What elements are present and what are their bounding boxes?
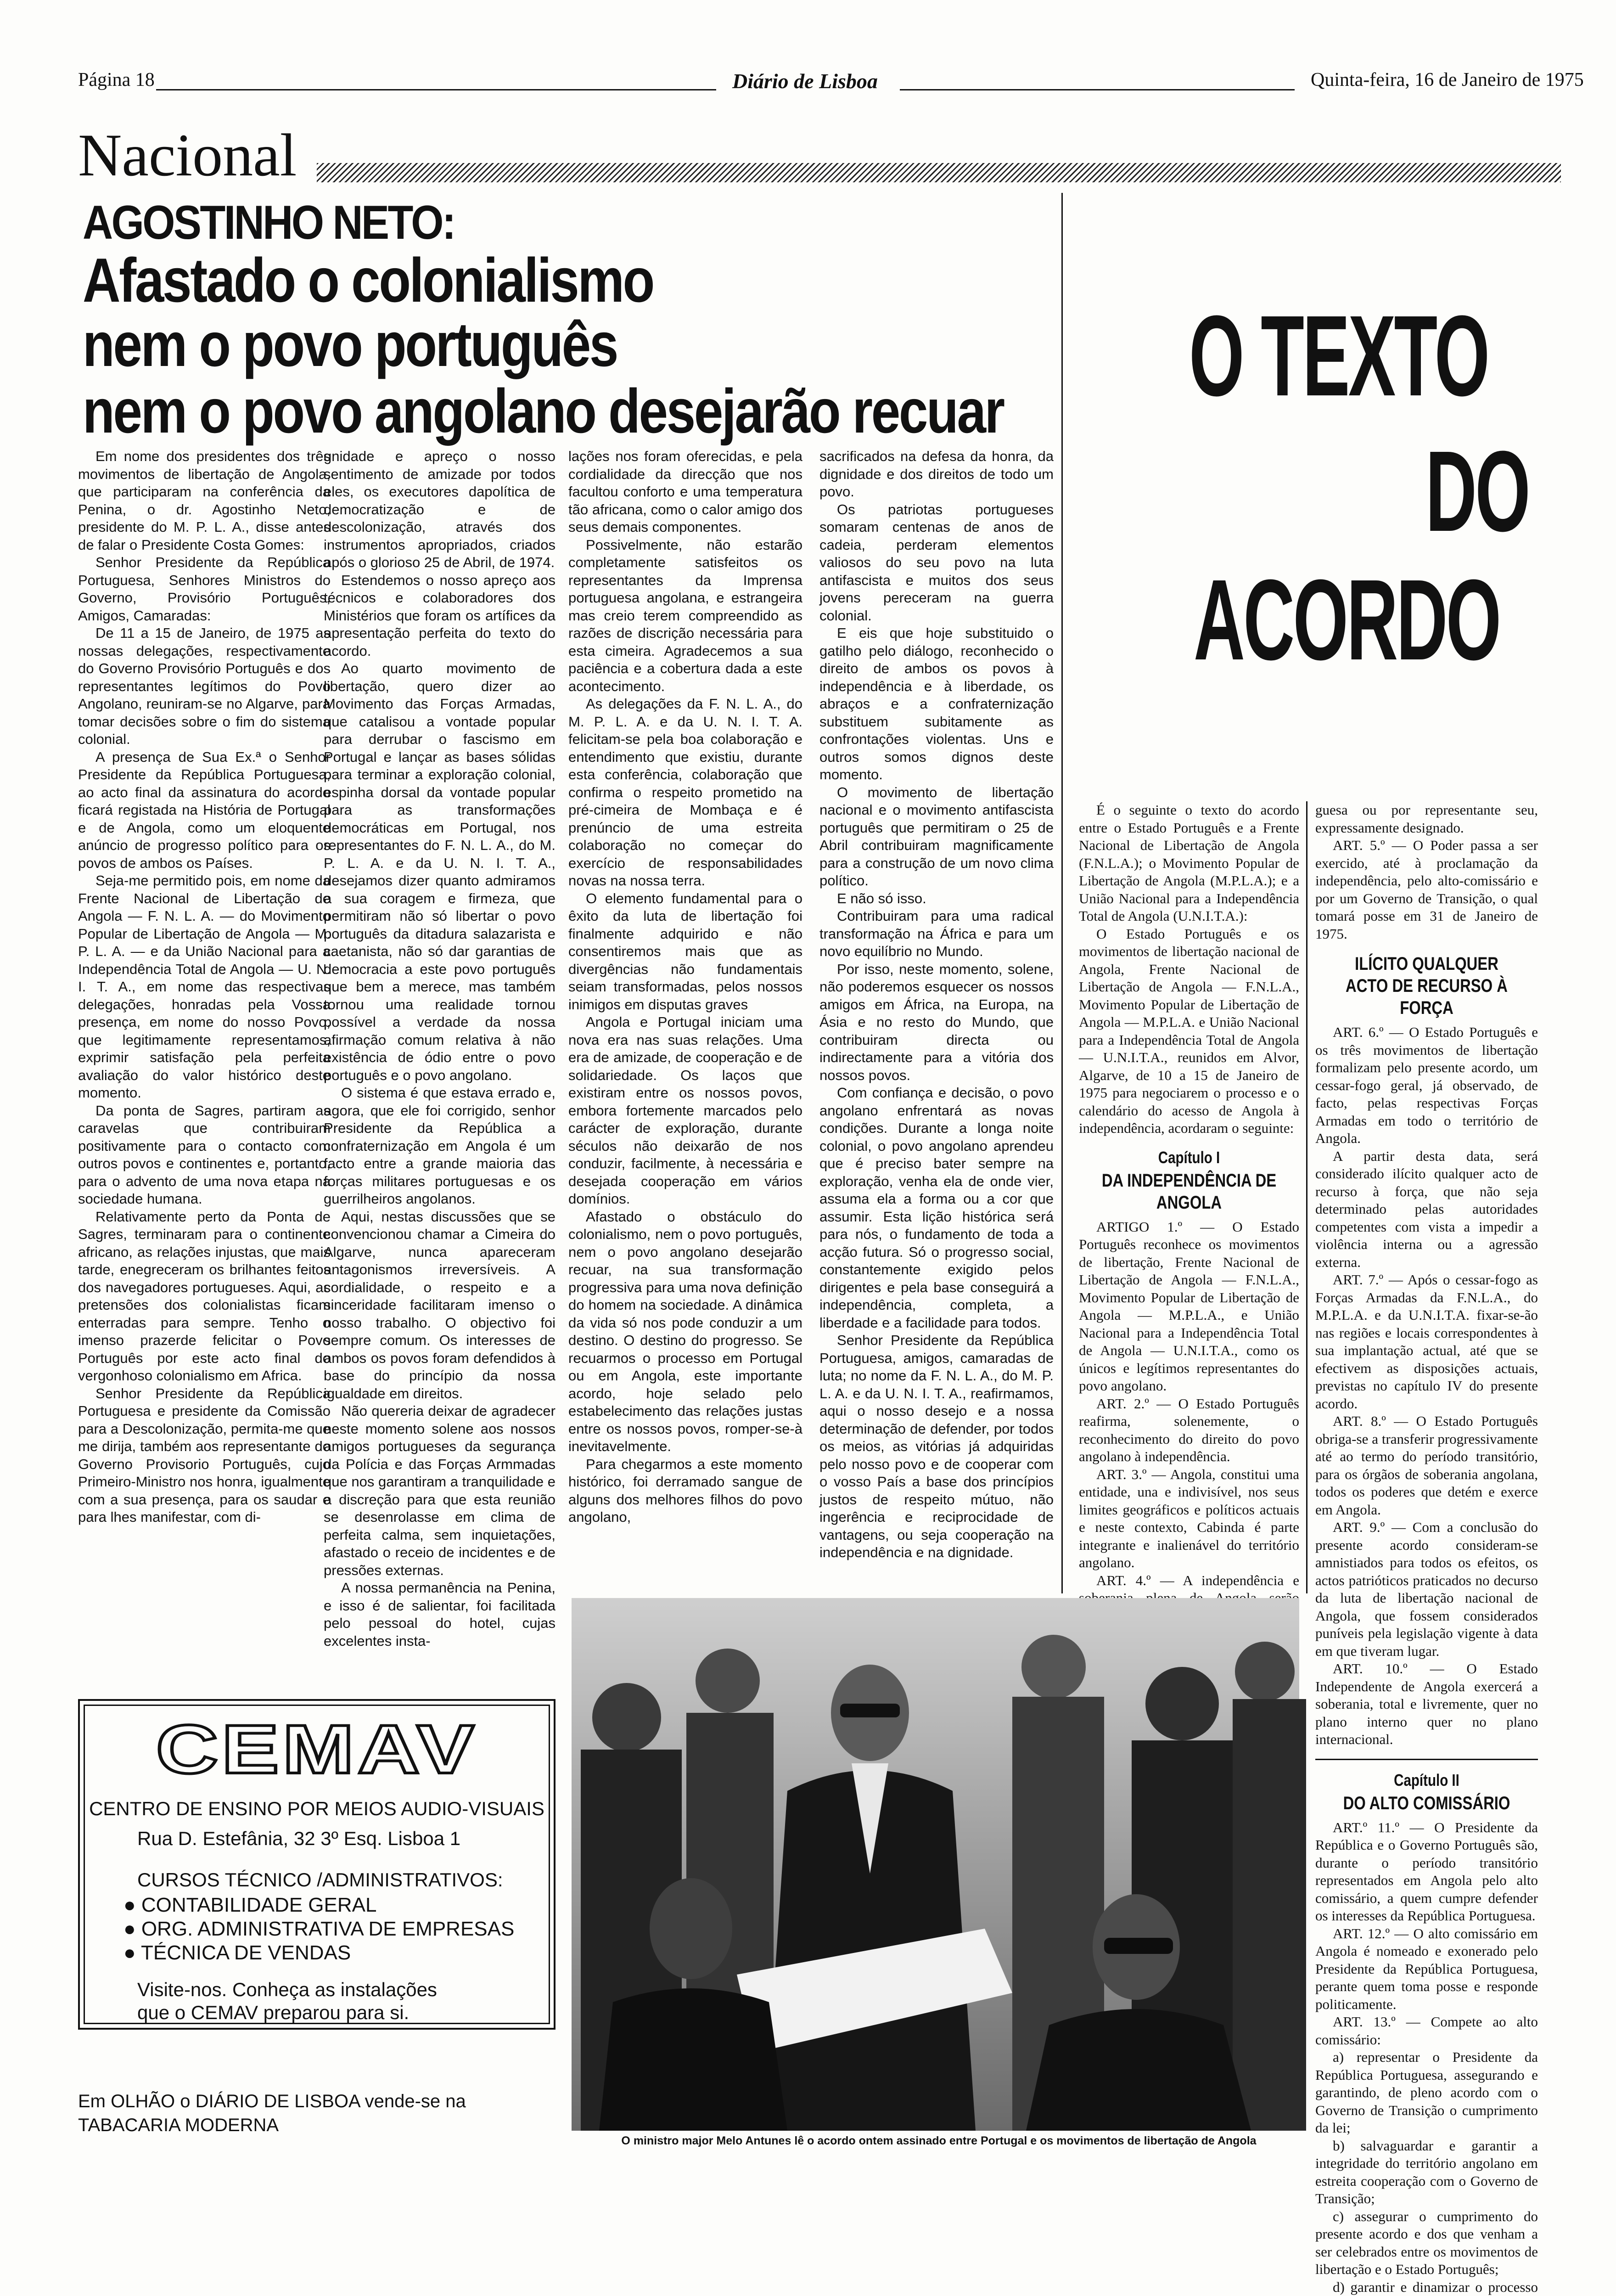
headline-line-2: nem o povo português <box>83 312 617 377</box>
paragraph: Da ponta de Sagres, partiram as caravelas que contribuiram positivamente para o contacto com outros povos e continentes e, portanto, para o advento de uma nova etapa na sociedade humana. <box>78 1102 331 1208</box>
article-column-3 <box>568 448 802 1591</box>
paragraph: Por isso, neste momento, solene, não poderemos esquecer os nossos amigos em África, na Europa, na Ásia e no resto do Mundo, que contribuiram directa ou indirectamente para a vitória dos nossos povos. <box>819 961 1054 1085</box>
article-paragraph: ART. 10.º — O Estado Independente de Angola exercerá a soberania, total e livremente, quer no plano interno quer no plano internacional. <box>1315 1660 1538 1749</box>
photo-caption: O ministro major Melo Antunes lê o acordo ontem assinado entre Portugal e os movimentos de libertação de Angola <box>572 2134 1306 2147</box>
cemav-course-label: ORG. ADMINISTRATIVA DE EMPRESAS <box>141 1918 515 1940</box>
paragraph: Angola e Portugal iniciam uma nova era nas suas relações. Uma era de amizade, de cooperação e de solidariedade. Os laços que existiram entre os nossos povos, embora fortemente marcados pelo carácter de exploração, durante séculos não deixarão de nos conduzir, facilmente, à necessária e desejada cooperação em vários domínios. <box>568 1013 802 1208</box>
article-paragraph: ART. 9.º — Com a conclusão do presente acordo consideram-se amnistiados para todos os efeitos, os actos patrióticos praticados no decurso da luta de libertação nacional de Angola, que fossem considerados puníveis pela legislação vigente à data em que tiveram lugar. <box>1315 1519 1538 1660</box>
article-paragraph: c) assegurar o cumprimento do presente acordo e dos que venham a ser celebrados entre os movimentos de libertação e o Estado Português; <box>1315 2208 1538 2279</box>
paragraph: Os patriotas portugueses somaram centenas de anos de cadeia, perderam elementos valiosos do seu povo na luta antifascista e muitos dos seus jovens pereceram na guerra colonial. <box>819 501 1054 625</box>
news-photograph <box>572 1598 1299 2131</box>
cemav-visit-line-1: Visite-nos. Conheça as instalações <box>137 1979 437 2001</box>
paragraph: gnidade e apreço o nosso sentimento de amizade por todos eles, os executores dapolítica de democratização e de descolonização, através dos instrumentos apropriados, criados após o glorioso 25 de Abril, de 1974. <box>324 448 556 572</box>
chapter-heading: Capítulo I <box>1099 1148 1279 1168</box>
paragraph: De 11 a 15 de Janeiro, de 1975 as nossas delegações, respectivamente do Governo Provisório Português e dos representantes legítimos do Povo Angolano, reuniram-se no Algarve, para tomar decisões sobre o fim do sistema colonial. <box>78 625 331 748</box>
paragraph: Senhor Presidente da República Portuguesa e presidente da Comissão para a Descolonização, permita-me que me dirija, também aos representante do Governo Provisorio Português, cujo Primeiro-Ministro nos honra, igualmente com a sua presença, para os saudar e para lhes manifestar, com di- <box>78 1385 331 1526</box>
paragraph: O sistema é que estava errado e, agora, que ele foi corrigido, senhor Presidente da República a confraternização em Angola é um facto entre a grande maioria das forças militares portuguesas e os guerrilheiros angolanos. <box>324 1084 556 1208</box>
header-rule-right <box>900 89 1295 90</box>
article-paragraph: ART.º 11.º — O Presidente da República e o Governo Português são, durante o período transitório representados em Angola pelo alto comissário, a quem cumpre defender os interesses da República Portuguesa. <box>1315 1819 1538 1925</box>
cemav-name: CENTRO DE ENSINO POR MEIOS AUDIO-VISUAIS <box>80 1797 554 1820</box>
section-label: Nacional <box>78 123 297 187</box>
paragraph: Não quereria deixar de agradecer neste momento solene aos nossos amigos portugueses da segurança da Polícia e das Forças Armmadas que nos garantiram a tranquilidade e a discreção para que esta reunião se desenrolasse em clima de perfeita calma, sem inquietações, afastado o receio de incidentes e de pressões externas. <box>324 1402 556 1579</box>
paragraph: Seja-me permitido pois, em nome da Frente Nacional de Libertação de Angola — F. N. L. A. — do Movimento Popular de Libertação de Angola — M. P. L. A. — e da União Nacional para a Independência Total de Angola — U. N. I. T. A., em nome das respectivas delegações, honradas pela Vossa presença, em nome do nosso Povo, que legitimamente representamos, exprimir satisfação pela perfeita avaliação do valor histórico deste momento. <box>78 872 331 1102</box>
cemav-course-item <box>123 1894 376 1917</box>
paragraph: Em nome dos presidentes dos três movimentos de libertação de Angola, que participaram na conferência da Penina, o dr. Agostinho Neto, presidente do M. P. L. A., disse antes de falar o Presidente Costa Gomes: <box>78 448 331 554</box>
bullet-icon: ● <box>123 1894 136 1916</box>
article-column-4 <box>819 448 1054 1591</box>
paragraph: Ao quarto movimento de libertação, quero dizer ao Movimento das Forças Armadas, que catalisou a vontade popular para derrubar o fascismo em Portugal e lançar as bases sólidas para terminar a exploração colonial, espinha dorsal da vontade popular para as transformações democráticas em Portugal, nos representantes do F. N. L. A., do M. P. L. A. e da U. N. I. T. A., desejamos dizer quanto admiramos a sua coragem e firmeza, que permitiram não só libertar o povo português da ditadura salazarista e caetanista, não só dar garantias de democracia a este povo português que bem a merece, mas também tornou uma realidade tornou possível a verdade da nossa afirmação comum relativa à não existência de ódio entre o povo português e o povo angolano. <box>324 660 556 1084</box>
article-paragraph: ART. 4.º — A independência e <box>1079 1572 1299 1660</box>
chapter-heading: Capítulo II <box>1335 1770 1518 1790</box>
acordo-column-a <box>1079 801 1299 1593</box>
bullet-icon: ● <box>123 1918 136 1940</box>
cemav-advertisement <box>78 1699 556 2030</box>
article-paragraph: A partir desta data, será considerado ilícito qualquer acto de recurso à força, que não seja determinado pelas autoridades competentes com vista a impedir a violência interna ou a agressão externa. <box>1315 1148 1538 1272</box>
article-paragraph: ART. 12.º — O alto comissário em Angola é nomeado e exonerado pelo Presidente da República Portuguesa, perante quem toma posse e responde politicamente. <box>1315 1925 1538 2014</box>
paragraph: Para chegarmos a este momento histórico, foi derramado sangue de alguns dos melhores filhos do povo angolano, <box>568 1456 802 1526</box>
page-number: Página 18 <box>78 69 155 91</box>
headline-line-3: nem o povo angolano desejarão recuar <box>83 379 1004 443</box>
bullet-icon: ● <box>123 1941 136 1964</box>
section-hatch-rule <box>317 163 1561 182</box>
article-paragraph: ART. 7.º — Após o cessar-fogo as Forças Armadas da F.N.L.A., do M.P.L.A. e da U.N.I.T.A. fixar-se-ão nas regiões e locais correspondentes à sua implantação actual, até que se efectivem as disposições actuais, previstas no capítulo IV do presente acordo. <box>1315 1271 1538 1412</box>
paragraph: Estendemos o nosso apreço aos técnicos e colaboradores dos Ministérios que foram os artífices da apresentação perfeita do texto do acordo. <box>324 572 556 660</box>
paragraph: Relativamente perto da Ponta de Sagres, terminaram para o continente africano, as relações injustas, que mais tarde, enegreceram os brilhantes feitos dos navegadores portugueses. Aqui, as pretensões dos colonialistas ficam enterradas para sempre. Tenho o imenso prazerde felicitar o Povo Português por este acto final do vergonhoso colonialismo em Africa. <box>78 1208 331 1385</box>
paragraph: A presença de Sua Ex.ª o Senhor Presidente da República Portuguesa, ao acto final da assinatura do acordo ficará registada na História de Portugal e de Angola, como um eloquente anúncio de progresso político para os povos de ambos os Países. <box>78 748 331 872</box>
paragraph: lações nos foram oferecidas, e pela cordialidade da direcção que nos facultou conforto e uma temperatura tão africana, como o calor amigo dos seus demais componentes. <box>568 448 802 536</box>
cemav-course-item <box>123 1918 514 1941</box>
cemav-courses-title: CURSOS TÉCNICO /ADMINISTRATIVOS: <box>137 1868 503 1891</box>
subheading: ILÍCITO QUALQUER ACTO DE RECURSO À FORÇA <box>1335 953 1518 1019</box>
cemav-visit-line-2: que o CEMAV preparou para si. <box>137 2002 409 2024</box>
paragraph: E não só isso. <box>819 890 1054 908</box>
paragraph: Senhor Presidente da República Portuguesa, amigos, camaradas de luta; no nome da F. N. L. A., do M. P. L. A. e da U. N. I. T. A., reafirmamos, aqui o nosso desejo e a nossa determinação de defender, por todos os meios, as vitórias já adquiridas pelo nosso povo e de cooperar com o vosso País a base dos princípios justos de respeito mútuo, não ingerência e reciprocidade de vantagens, ou seja cooperação na independência e na dignidade. <box>819 1332 1054 1562</box>
chapter-title: DA INDEPENDÊNCIA DE ANGOLA <box>1099 1170 1279 1214</box>
acordo-column-b <box>1315 801 1538 2161</box>
footer-note: Em OLHÃO o DIÁRIO DE LISBOA vende-se na TABACARIA MODERNA <box>78 2089 560 2137</box>
cemav-course-label: CONTABILIDADE GERAL <box>141 1894 377 1916</box>
cemav-logo: CEMAV <box>21 1715 613 1784</box>
photo-illustration <box>572 1598 1299 2131</box>
article-paragraph: b) salvaguardar e garantir a integridade do território angolano em estreita cooperação com o Governo de Transição; <box>1315 2137 1538 2208</box>
article-column-2 <box>324 448 556 1697</box>
paragraph: Senhor Presidente da República Portuguesa, Senhores Ministros do Governo, Provisório Português, Amigos, Camaradas: <box>78 554 331 625</box>
issue-date: Quinta-feira, 16 de Janeiro de 1975 <box>1311 69 1584 91</box>
article-paragraph: d) garantir e dinamizar o processo <box>1315 2279 1538 2296</box>
paragraph: Afastado o obstáculo do colonialismo, nem o povo português, nem o povo angolano desejarão recuar, na sua transformação progressiva para uma nova definição do homem na sociedade. A dinâmica da vida só nos pode conduzir a um destino. O destino do progresso. Se recuarmos o processo em Portugal ou em Angola, este importante acordo, hoje selado pelo estabelecimento das relações justas entre os nossos povos, romper-se-à inevitavelmente. <box>568 1208 802 1456</box>
chapter-title: DO ALTO COMISSÁRIO <box>1335 1792 1518 1814</box>
cemav-address: Rua D. Estefânia, 32 3º Esq. Lisboa 1 <box>137 1827 460 1850</box>
paragraph: E eis que hoje substituido o gatilho pelo diálogo, reconhecido o direito de ambos os povos à independência e à liberdade, os abraços e a confraternização substituem subitamente as confrontações violentas. Uns e outros somos dignos deste momento. <box>819 625 1054 784</box>
column-rule-acordo <box>1306 801 1307 1593</box>
acordo-title-line-1: O TEXTO <box>1189 298 1488 413</box>
article-paragraph: ART. 2.º — O Estado Português reafirma, solenemente, o reconhecimento do direito do povo angolano à independência. <box>1079 1395 1299 1466</box>
acordo-title-line-2: DO <box>1425 434 1529 549</box>
headline-line-1: Afastado o colonialismo <box>83 248 653 312</box>
article-paragraph: ART. 6.º — O Estado Português e os três movimentos de libertação formalizam pelo presente acordo, um cessar-fogo geral, já observado, de facto, pelas respectivas Forças Armadas em todo o território de Angola. <box>1315 1024 1538 1148</box>
article-paragraph: a) representar o Presidente da República Portuguesa, assegurando e garantindo, de pleno acordo com o Governo de Transição o cumprimento da lei; <box>1315 2048 1538 2137</box>
acordo-title-line-3: ACORDO <box>1194 563 1500 677</box>
article-column-1 <box>78 448 331 1678</box>
chapter-divider <box>1315 1759 1538 1760</box>
cemav-course-item <box>123 1941 351 1964</box>
article-paragraph: ART. 3.º — Angola, constitui uma entidade, una e indivisível, nos seus limites geográficos e políticos actuais e neste contexto, Cabinda é parte integrante e inalienável do território angolano. <box>1079 1466 1299 1572</box>
article-paragraph: ART. 8.º — O Estado Português obriga-se a transferir progressivamente até ao termo do período transitório, para os órgãos de soberania angolana, todos os poderes que detém e exerce em Angola. <box>1315 1412 1538 1519</box>
paragraph: Contribuiram para uma radical transformação na África e para um novo equilíbrio no Mundo. <box>819 907 1054 961</box>
paragraph: A nossa permanência na Penina, e isso é de salientar, foi facilitada pelo pessoal do hotel, cujas excelentes insta- <box>324 1579 556 1650</box>
cemav-course-label: TÉCNICA DE VENDAS <box>141 1941 351 1964</box>
paragraph: O Estado Português e os movimentos de libertação nacional de Angola, Frente Nacional de Libertação de Angola — F.N.L.A., Movimento Popular de Libertação de Angola — M.P.L.A. e União Nacional para a Independência Total de Angola — U.N.I.T.A., reunidos em Alvor, Algarve, de 10 a 15 de Janeiro de 1975 para negociarem o processo e o calendário do acesso de Angola à independência, acordaram o seguinte: <box>1079 925 1299 1137</box>
headline-kicker: AGOSTINHO NETO: <box>83 197 454 248</box>
masthead: Diário de Lisboa <box>732 69 878 93</box>
paragraph: O elemento fundamental para o êxito da luta de libertação foi finalmente adquirido e não consentiremos mais que as divergências não fundamentais seiam transformadas, pelos nossos inimigos em disputas graves <box>568 890 802 1014</box>
column-rule-main <box>1061 193 1063 1593</box>
article-paragraph: ART. 13.º — Compete ao alto comissário: <box>1315 2013 1538 2048</box>
paragraph: O movimento de libertação nacional e o movimento antifascista português que permitiram o 25 de Abril contribuiram magnificamente para a construção de um novo clima político. <box>819 784 1054 890</box>
paragraph: As delegações da F. N. L. A., do M. P. L. A. e da U. N. I. T. A. felicitam-se pela boa colaboração e entendimento que existiu, durante esta conferência, colaboração que confirma o respeito prometido na pré-cimeira de Mombaça e é prenúncio de uma estreita colaboração no começar do exercício de responsabilidades novas na nossa terra. <box>568 695 802 890</box>
paragraph: guesa ou por representante seu, expressamente designado. <box>1315 801 1538 837</box>
article-paragraph: ARTIGO 1.º — O Estado Português reconhece os movimentos de libertação, Frente Nacional de Libertação de Angola — F.N.L.A., Movimento Popular de Libertação de Angola — M.P.L.A., e União Nacional para a Independência Total de Angola — U.N.I.T.A., como os únicos e legítimos representantes do povo angolano. <box>1079 1218 1299 1395</box>
paragraph: Possivelmente, não estarão completamente satisfeitos os representantes da Imprensa portuguesa angolana, e estrangeira mas creio terem compreendido as razões de discrição necessária para esta cimeira. Agradecemos a sua paciência e a cobertura dada a este acontecimento. <box>568 536 802 696</box>
paragraph: Aqui, nestas discussões que se convencionou chamar a Cimeira do Algarve, nunca apareceram antagonismos irreversíveis. A cordialidade, o respeito e a sinceridade facilitaram imenso o nosso trabalho. O objectivo foi sempre comum. Os interesses de ambos os povos foram defendidos à base do princípio da nossa igualdade em direitos. <box>324 1208 556 1403</box>
paragraph: Com confiança e decisão, o povo angolano enfrentará as novas condições. Durante a longa noite colonial, o povo angolano aprendeu que é preciso bater sempre na exploração, venha ela de onde vier, assuma ela a forma ou a cor que assumir. Esta lição histórica será para nós, o fundamento de toda a acção futura. Só o progresso social, constantemente exigido pelos dirigentes e pela base conseguirá a independência, completa, a liberdade e a facilidade para todos. <box>819 1084 1054 1332</box>
article-paragraph: ART. 5.º — O Poder passa a ser exercido, até à proclamação da independência, pelo alto-comissário e por um Governo de Transição, o qual tomará posse em 31 de Janeiro de 1975. <box>1315 837 1538 943</box>
header-rule-left <box>156 89 716 90</box>
paragraph: É o seguinte o texto do acordo entre o Estado Português e a Frente Nacional de Libertação de Angola (F.N.L.A.); o Movimento Popular de Libertação de Angola (M.P.L.A.); e a União Nacional para a Independência Total de Angola (U.N.I.T.A.): <box>1079 801 1299 925</box>
paragraph: sacrificados na defesa da honra, da dignidade e dos direitos de todo um povo. <box>819 448 1054 501</box>
